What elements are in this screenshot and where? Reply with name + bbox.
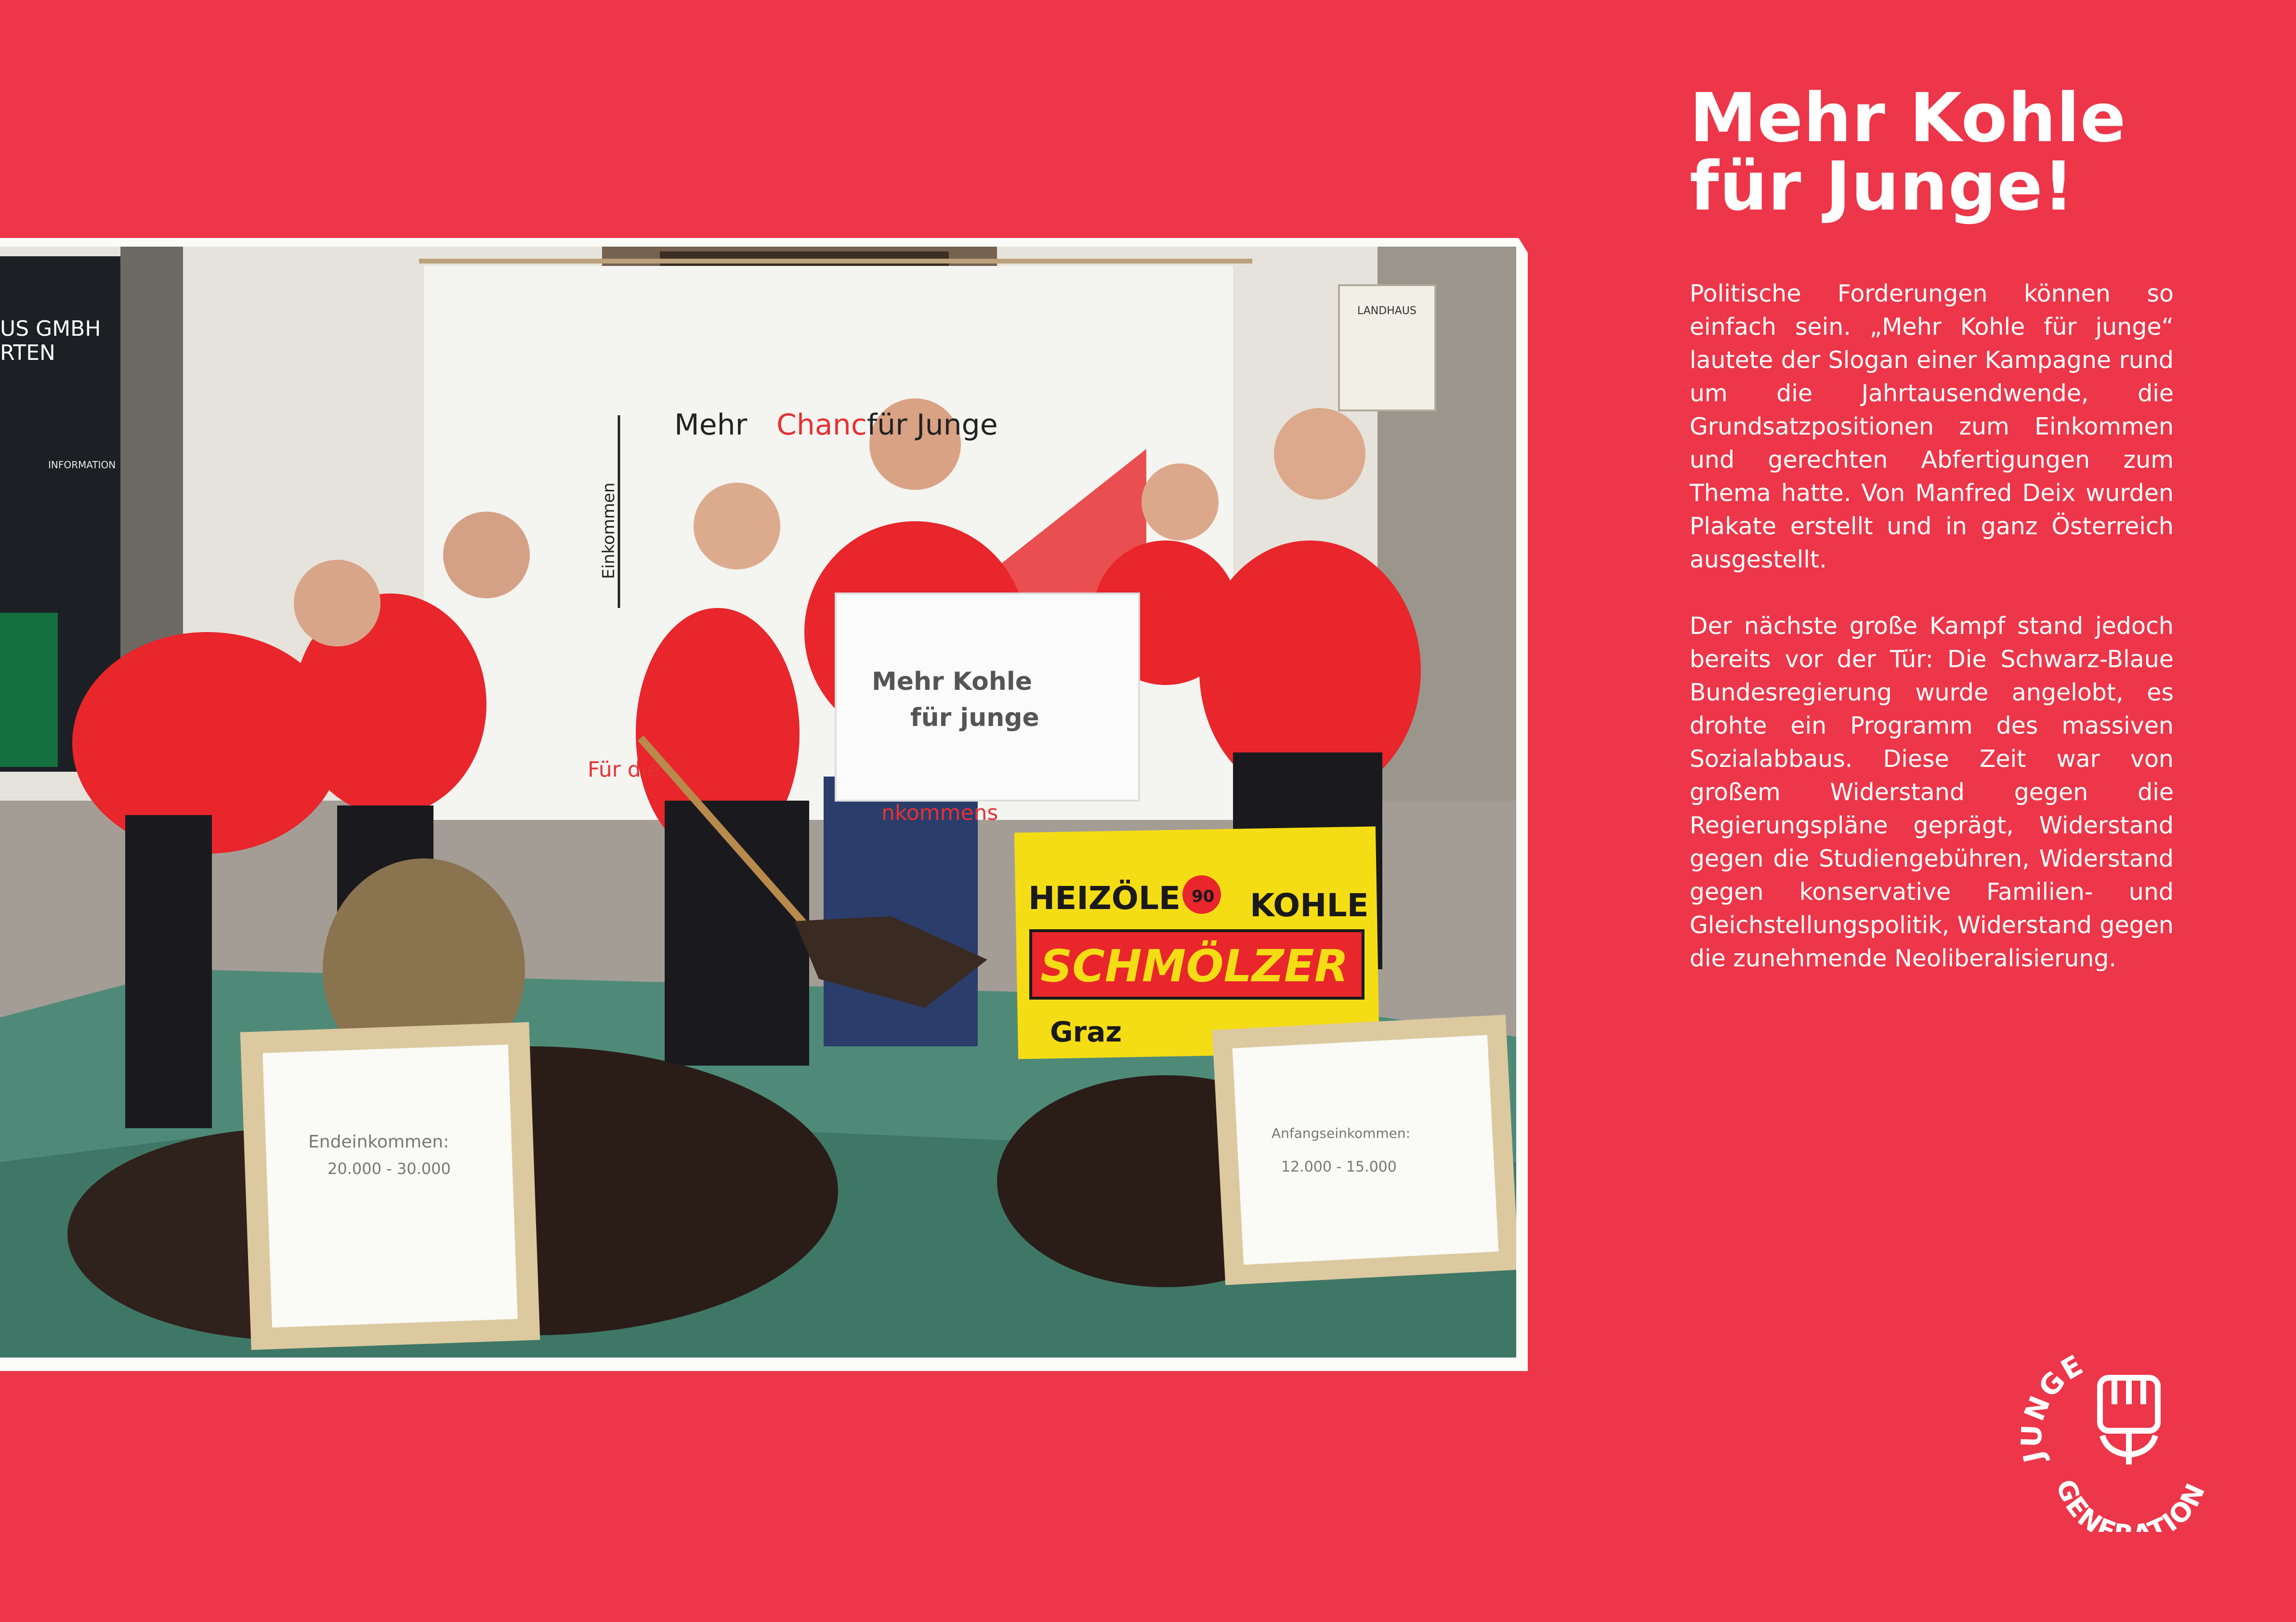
left-card-value: 20.000 - 30.000 <box>328 1160 451 1178</box>
paragraph-2: Der nächste große Kampf stand jedoch bereits vor der Tür: Die Schwarz-Blaue Bundesregierung wurde angelobt, es drohte ein Programm des massiven Sozialabbaus. Diese Zeit war von großem Widerstand gegen die Regierungspläne geprägt, Widerstand gegen die Studiengebühren, Widerstand gegen konservative Familien- und Gleichstellungspolitik, Widerstand gegen die zunehmende Neoliberalisierung. <box>1690 612 2174 972</box>
banner-axis-label: Einkommen <box>599 482 618 579</box>
banner-highlight: Chanc <box>776 408 867 442</box>
left-card-label: Endeinkommen: <box>308 1132 449 1152</box>
junge-generation-logo <box>1999 1339 2220 1532</box>
plaque-title: LANDHAUS <box>1357 305 1417 317</box>
shop-sign-right: KOHLE <box>1250 887 1369 924</box>
center-sign-line1: Mehr Kohle <box>872 667 1032 696</box>
campaign-photo <box>0 247 1516 1358</box>
body-text <box>1690 277 2174 1008</box>
banner-prefix: Mehr <box>674 408 748 442</box>
shop-sign-left: HEIZÖLE <box>1028 880 1181 917</box>
page-title <box>1690 79 2268 226</box>
shop-sign-brand: SCHMÖLZER <box>1040 940 1349 992</box>
logo-text-top: JUNGE <box>2015 1347 2090 1465</box>
shop-sign-badge: 90 <box>1192 887 1215 906</box>
storefront-line1: US GMBH <box>0 316 101 341</box>
title-line-1: Mehr Kohle <box>1690 79 2126 158</box>
shop-sign-city: Graz <box>1050 1015 1122 1048</box>
title-line-2: für Junge! <box>1690 147 2074 226</box>
right-card-value: 12.000 - 15.000 <box>1281 1159 1397 1175</box>
logo-text-bottom: GENE TION <box>2050 1475 2212 1532</box>
fist-rose-icon <box>2100 1378 2158 1464</box>
banner-bottom-right: nkommens <box>881 801 998 825</box>
banner-bottom-left: Für die <box>588 757 660 782</box>
right-card-label: Anfangseinkommen: <box>1272 1125 1411 1141</box>
center-sign-line2: für junge <box>910 703 1039 732</box>
logo-graphic <box>1999 1339 2220 1532</box>
storefront-info: INFORMATION <box>48 459 116 471</box>
storefront-line2: RTEN <box>0 341 55 365</box>
banner-suffix: für Junge <box>867 408 998 442</box>
photo-frame <box>0 238 1528 1371</box>
paragraph-1: Politische Forderungen können so einfach sein. „Mehr Kohle für junge“ lautete der Slogan einer Kampagne rund um die Jahrtausendwende, die Grundsatzpositionen zum Einkommen und gerechten Abfertigungen zum Thema hatte. Von Manfred Deix wurden Plakate erstellt und in ganz Österreich ausgestellt. <box>1690 280 2174 573</box>
campaign-photo-scene <box>0 247 1516 1358</box>
